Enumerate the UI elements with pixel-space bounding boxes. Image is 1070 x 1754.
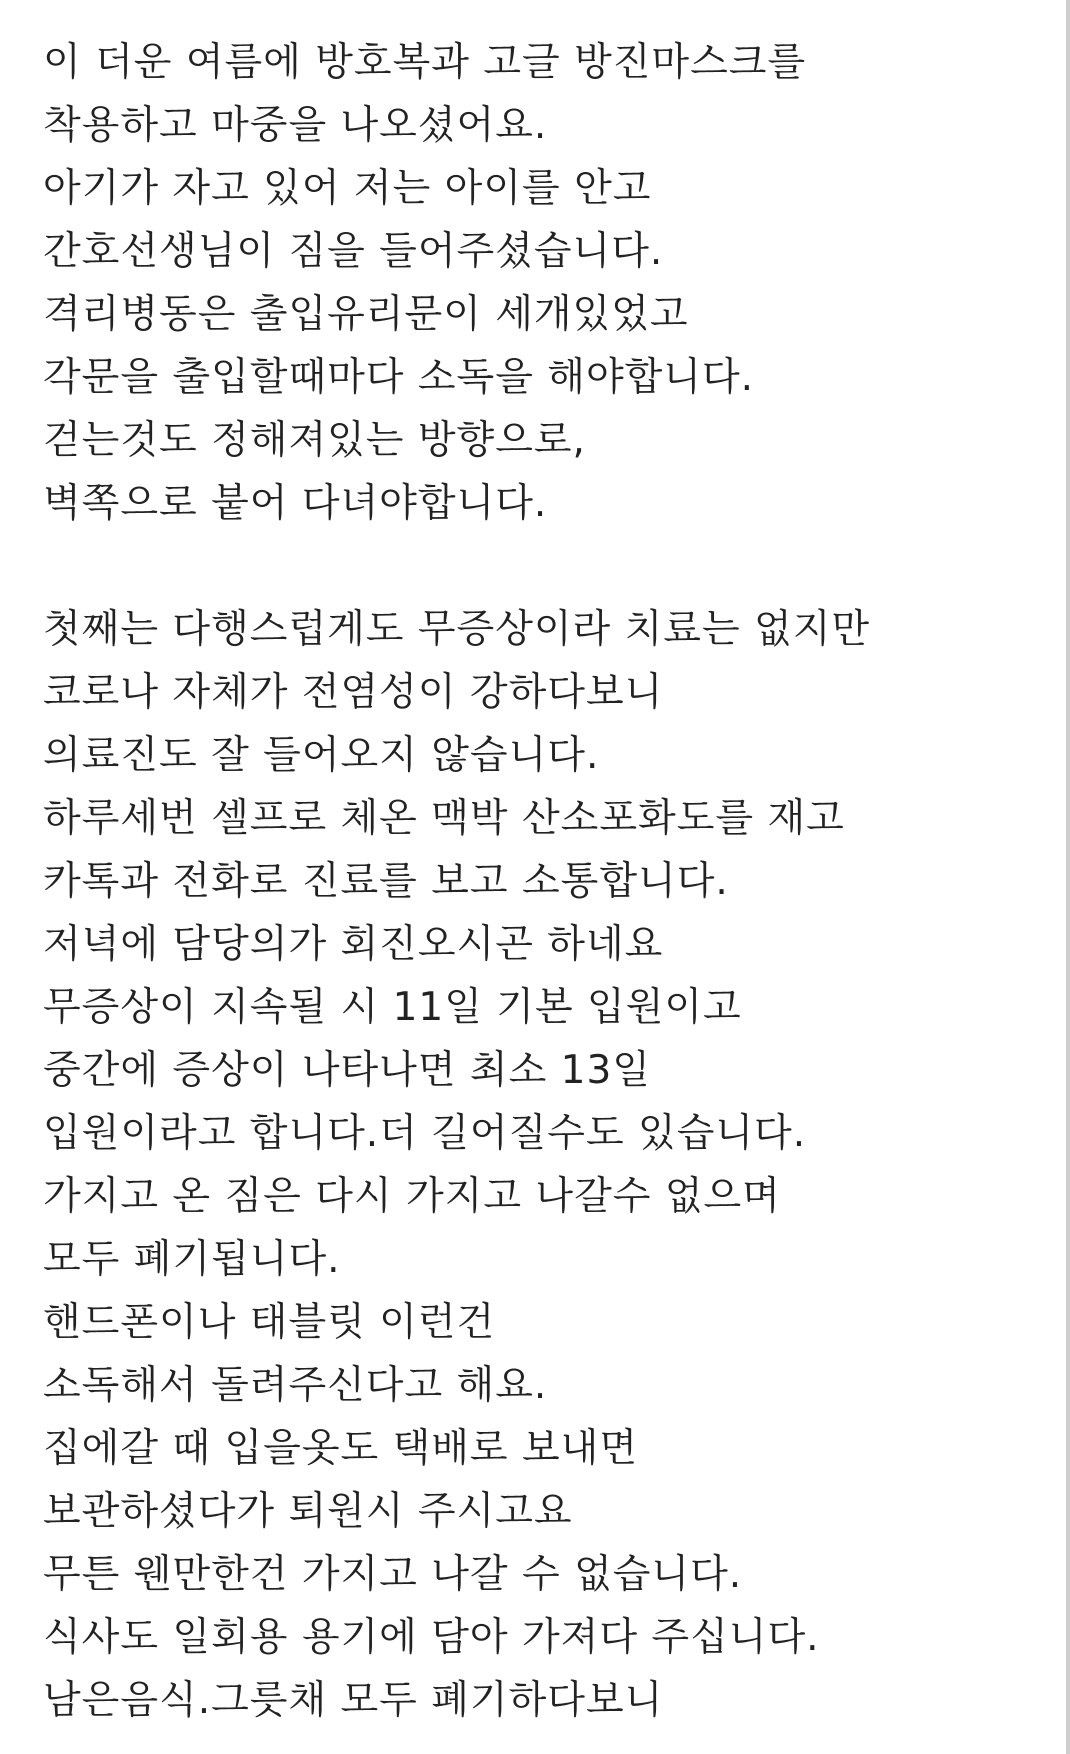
text-line: 카톡과 전화로 진료를 보고 소통합니다. [43,859,729,904]
text-line: 하루세번 셀프로 체온 맥박 산소포화도를 재고 [43,796,845,841]
paragraph-gap [43,535,1043,598]
text-line: 식사도 일회용 용기에 담아 가져다 주십니다. [43,1615,820,1660]
text-line: 간호선생님이 짐을 들어주셨습니다. [43,229,664,274]
text-line: 가지고 온 짐은 다시 가지고 나갈수 없으며 [43,1174,781,1219]
text-line: 각문을 출입할때마다 소독을 해야합니다. [43,355,755,400]
text-line: 걷는것도 정해져있는 방향으로, [43,418,586,463]
text-line: 착용하고 마중을 나오셨어요. [43,103,548,148]
text-line: 남은음식.그릇채 모두 폐기하다보니 [43,1678,664,1723]
text-line: 보관하셨다가 퇴원시 주시고요 [43,1489,573,1534]
text-line: 첫째는 다행스럽게도 무증상이라 치료는 없지만 [43,607,871,652]
text-line: 소독해서 돌려주신다고 해요. [43,1363,548,1408]
text-line: 무증상이 지속될 시 11일 기본 입원이고 [43,985,742,1030]
scrollbar-track[interactable] [1066,0,1070,1754]
text-line: 중간에 증상이 나타나면 최소 13일 [43,1048,651,1093]
text-line: 격리병동은 출입유리문이 세개있었고 [43,292,689,337]
text-line: 모두 폐기됩니다. [43,1237,341,1282]
text-line: 입원이라고 합니다.더 길어질수도 있습니다. [43,1111,807,1156]
text-line: 코로나 자체가 전염성이 강하다보니 [43,670,664,715]
text-line: 집에갈 때 입을옷도 택배로 보내면 [43,1426,639,1471]
text-line: 핸드폰이나 태블릿 이런건 [43,1300,496,1345]
text-line: 의료진도 잘 들어오지 않습니다. [43,733,600,778]
text-line: 저녁에 담당의가 회진오시곤 하네요 [43,922,664,967]
text-line: 아기가 자고 있어 저는 아이를 안고 [43,166,652,211]
text-line [43,0,1043,31]
post-text [43,0,1043,1732]
text-line: 이 더운 여름에 방호복과 고글 방진마스크를 [43,40,807,85]
text-line: 벽쪽으로 붙어 다녀야합니다. [43,481,548,526]
text-line: 무튼 웬만한건 가지고 나갈 수 없습니다. [43,1552,743,1597]
